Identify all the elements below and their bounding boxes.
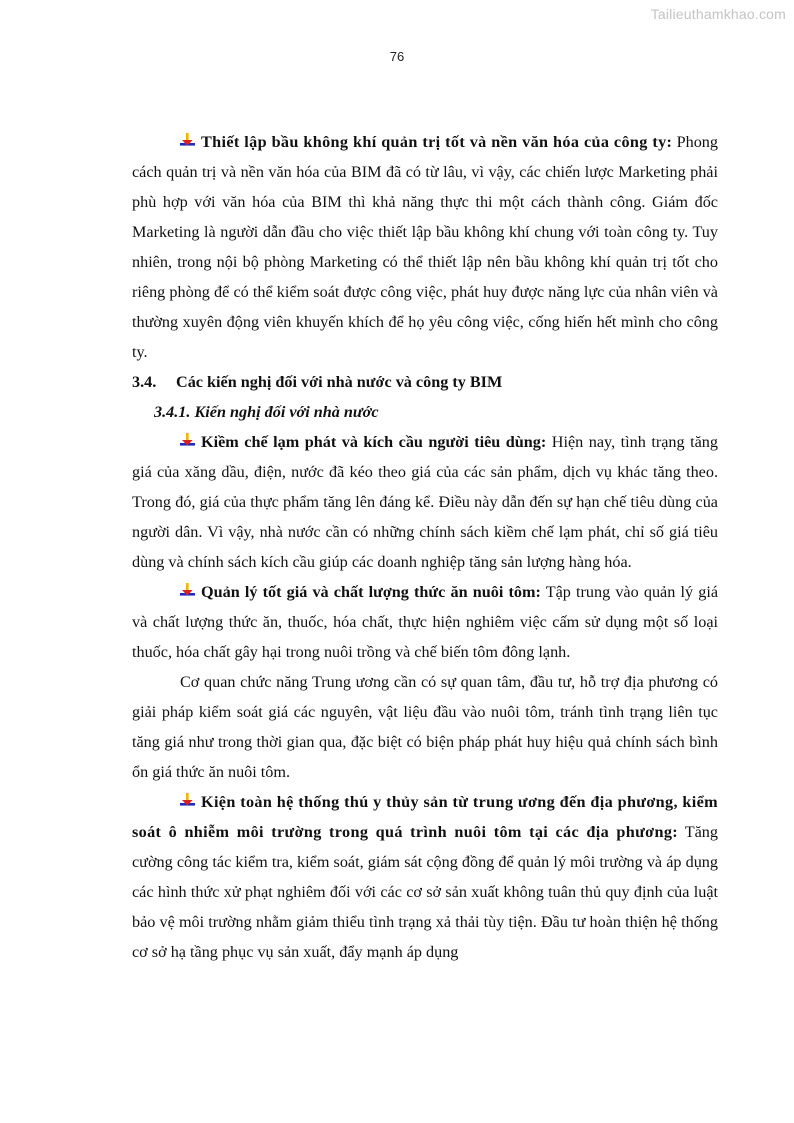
feed-bold-lead: Quản lý tốt giá và chất lượng thức ăn nuôi tôm: <box>201 583 541 601</box>
arrow-down-bullet-icon <box>180 133 195 148</box>
veterinary-bold-lead: Kiện toàn hệ thống thú y thủy sản từ trung ương đến địa phương, kiểm soát ô nhiễm môi trường trong quá trình nuôi tôm tại các địa phương: <box>132 793 718 841</box>
inflation-text: Hiện nay, tình trạng tăng giá của xăng dầu, điện, nước đã kéo theo giá của các sản phẩm, dịch vụ khác tăng theo. Trong đó, giá của thực phẩm tăng lên đáng kể. Điều này dẫn đến sự hạn chế tiêu dùng của người dân. Vì vậy, nhà nước cần có những chính sách kiềm chế lạm phát, chỉ số giá tiêu dùng và chính sách kích cầu giúp các doanh nghiệp tăng sản lượng hàng hóa. <box>132 433 718 571</box>
paragraph-inflation <box>132 427 718 577</box>
culture-text: Phong cách quản trị và nền văn hóa của BIM đã có từ lâu, vì vậy, các chiến lược Marketing phải phù hợp với văn hóa của BIM thì khả năng thực thi một cách thành công. Giám đốc Marketing là người dẫn đầu cho việc thiết lập bầu không khí chung với toàn công ty. Tuy nhiên, trong nội bộ phòng Marketing có thể thiết lập nên bầu không khí quản trị tốt cho riêng phòng để có thể kiểm soát được công việc, phát huy được năng lực của nhân viên và thường xuyên động viên khuyến khích để họ yêu công việc, cống hiến hết mình cho công ty. <box>132 133 718 361</box>
arrow-down-bullet-icon <box>180 793 195 808</box>
watermark: Tailieuthamkhao.com <box>650 6 786 22</box>
document-body <box>132 127 718 967</box>
arrow-down-bullet-icon <box>180 433 195 448</box>
paragraph-veterinary <box>132 787 718 967</box>
arrow-down-bullet-icon <box>180 583 195 598</box>
page-number: 76 <box>389 49 405 64</box>
paragraph-central: Cơ quan chức năng Trung ương cần có sự quan tâm, đầu tư, hỗ trợ địa phương có giải pháp kiểm soát giá các nguyên, vật liệu đầu vào nuôi tôm, tránh tình trạng liên tục tăng giá như trong thời gian qua, đặc biệt có biện pháp phát huy hiệu quả chính sách bình ổn giá thức ăn nuôi tôm. <box>132 673 718 781</box>
culture-bold-lead: Thiết lập bầu không khí quản trị tốt và nền văn hóa của công ty: <box>201 133 673 151</box>
feed-text: Tập trung vào quản lý giá và chất lượng thức ăn, thuốc, hóa chất, thực hiện nghiêm việc cấm sử dụng một số loại thuốc, hóa chất gây hại trong nuôi trồng và chế biến tôm đông lạnh. <box>132 583 719 661</box>
paragraph-feed <box>132 577 718 667</box>
heading-3-4-1: 3.4.1. Kiến nghị đối với nhà nước <box>154 403 379 421</box>
paragraph-culture <box>132 127 718 367</box>
heading-3-4-title: Các kiến nghị đối với nhà nước và công ty BIM <box>176 373 503 391</box>
inflation-bold-lead: Kiềm chế lạm phát và kích cầu người tiêu dùng: <box>201 433 547 451</box>
heading-3-4 <box>132 367 718 397</box>
veterinary-text: Tăng cường công tác kiểm tra, kiểm soát, giám sát cộng đồng để quản lý môi trường và áp dụng các hình thức xử phạt nghiêm đối với các cơ sở sản xuất không tuân thủ quy định của luật bảo vệ môi trường nhằm giảm thiểu tình trạng xả thải tùy tiện. Đầu tư hoàn thiện hệ thống cơ sở hạ tầng phục vụ sản xuất, đẩy mạnh áp dụng <box>132 823 718 961</box>
heading-3-4-number: 3.4. <box>132 373 157 391</box>
